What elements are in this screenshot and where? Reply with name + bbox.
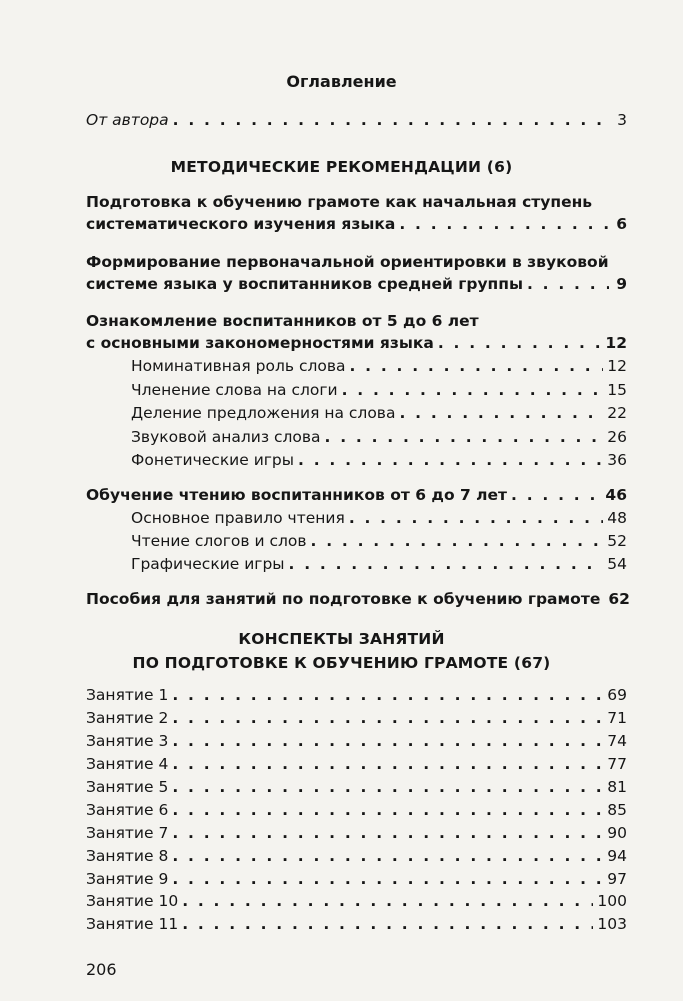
toc-page-number: 15 [607,381,627,399]
toc-subentry[interactable] [131,531,627,551]
toc-subentry[interactable] [131,380,627,400]
toc-entry-label: Занятие 3 [86,732,169,750]
toc-entry-label: Графические игры [131,555,285,573]
toc-entry-label: Занятие 1 [86,686,169,704]
dot-leader [311,531,604,551]
toc-page-number: 52 [607,532,627,550]
dot-leader [438,333,602,353]
toc-entry-2-line1[interactable]: Формирование первоначальной ориентировки в звуковой [86,253,609,271]
toc-page-number: 62 [608,590,630,608]
toc-lesson[interactable] [86,685,627,705]
toc-entry-label: От автора [86,111,169,129]
toc-page-number: 54 [607,555,627,573]
toc-lesson[interactable] [86,800,627,820]
section-heading-methodical: МЕТОДИЧЕСКИЕ РЕКОМЕНДАЦИИ (6) [170,158,513,176]
toc-page-number: 46 [605,486,627,504]
toc-page-number: 3 [617,111,627,129]
toc-entry-4[interactable] [86,485,627,505]
toc-entry-label: Деление предложения на слова [131,404,396,422]
toc-page-number: 6 [616,215,627,233]
dot-leader [172,731,603,751]
toc-page-number: 100 [597,892,627,910]
dot-leader [511,485,601,505]
dot-leader [172,754,603,774]
dot-leader [172,777,603,797]
dot-leader [350,356,604,376]
toc-page-number: 48 [607,509,627,527]
toc-page-number: 77 [607,755,627,773]
toc-subentry[interactable] [131,427,627,447]
dot-leader [349,508,603,528]
toc-page-number: 36 [607,451,627,469]
toc-entry-label: Звуковой анализ слова [131,428,321,446]
page-number-footer: 206 [86,960,117,979]
toc-page-number: 9 [616,275,627,293]
toc-page-number: 12 [605,334,627,352]
toc-entry-label: Пособия для занятий по подготовке к обучению грамоте [86,590,601,608]
toc-entry-1[interactable] [86,214,627,234]
toc-entry-label: Занятие 11 [86,915,179,933]
toc-lesson[interactable] [86,891,627,911]
dot-leader [527,274,609,294]
dot-leader [399,403,603,423]
page-title: Оглавление [286,72,397,91]
toc-lesson[interactable] [86,846,627,866]
dot-leader [182,891,593,911]
toc-entry-label: Занятие 10 [86,892,179,910]
toc-lesson[interactable] [86,777,627,797]
dot-leader [172,685,603,705]
toc-entry-1-line1[interactable]: Подготовка к обучению грамоте как начальная ступень [86,193,593,211]
dot-leader [289,554,604,574]
dot-leader [172,823,603,843]
toc-entry-label: с основными закономерностями языка [86,334,434,352]
toc-page-number: 94 [607,847,627,865]
toc-entry-label: систематического изучения языка [86,215,396,233]
toc-subentry[interactable] [131,508,627,528]
toc-page-number: 85 [607,801,627,819]
dot-leader [172,708,603,728]
toc-subentry[interactable] [131,554,627,574]
dot-leader [399,214,609,234]
dot-leader [172,869,603,889]
dot-leader [182,914,593,934]
toc-page-number: 74 [607,732,627,750]
toc-entry-label: Занятие 6 [86,801,169,819]
toc-entry-label: Обучение чтению воспитанников от 6 до 7 лет [86,486,508,504]
toc-entry-label: Фонетические игры [131,451,295,469]
toc-entry-label: Чтение слогов и слов [131,532,307,550]
toc-lesson[interactable] [86,754,627,774]
toc-entry-label: Занятие 7 [86,824,169,842]
toc-page-number: 90 [607,824,627,842]
dot-leader [325,427,604,447]
toc-entry-label: Членение слова на слоги [131,381,338,399]
section-heading-lessons-line1: КОНСПЕКТЫ ЗАНЯТИЙ [238,630,445,648]
toc-entry-label: Занятие 4 [86,755,169,773]
dot-leader [172,846,603,866]
toc-entry-intro[interactable] [86,110,627,130]
toc-entry-3[interactable] [86,333,627,353]
toc-page-number: 12 [607,357,627,375]
toc-entry-label: Основное правило чтения [131,509,345,527]
toc-lesson[interactable] [86,708,627,728]
dot-leader [298,450,603,470]
toc-lesson[interactable] [86,914,627,934]
toc-lesson[interactable] [86,869,627,889]
toc-page-number: 97 [607,870,627,888]
toc-entry-5[interactable] [86,589,630,609]
toc-page-number: 69 [607,686,627,704]
dot-leader [342,380,604,400]
toc-entry-label: Занятие 9 [86,870,169,888]
toc-subentry[interactable] [131,403,627,423]
toc-subentry[interactable] [131,356,627,376]
toc-entry-3-line1[interactable]: Ознакомление воспитанников от 5 до 6 лет [86,312,479,330]
toc-entry-label: Занятие 2 [86,709,169,727]
toc-entry-label: системе языка у воспитанников средней группы [86,275,523,293]
toc-page-number: 71 [607,709,627,727]
toc-entry-label: Занятие 5 [86,778,169,796]
toc-subentry[interactable] [131,450,627,470]
toc-entry-2[interactable] [86,274,627,294]
toc-page-number: 103 [597,915,627,933]
section-heading-lessons-line2: ПО ПОДГОТОВКЕ К ОБУЧЕНИЮ ГРАМОТЕ (67) [132,654,551,672]
toc-page-number: 26 [607,428,627,446]
toc-lesson[interactable] [86,823,627,843]
toc-entry-label: Занятие 8 [86,847,169,865]
toc-page-number: 81 [607,778,627,796]
toc-entry-label: Номинативная роль слова [131,357,346,375]
dot-leader [173,110,609,130]
toc-lesson[interactable] [86,731,627,751]
toc-page-number: 22 [607,404,627,422]
dot-leader [172,800,603,820]
